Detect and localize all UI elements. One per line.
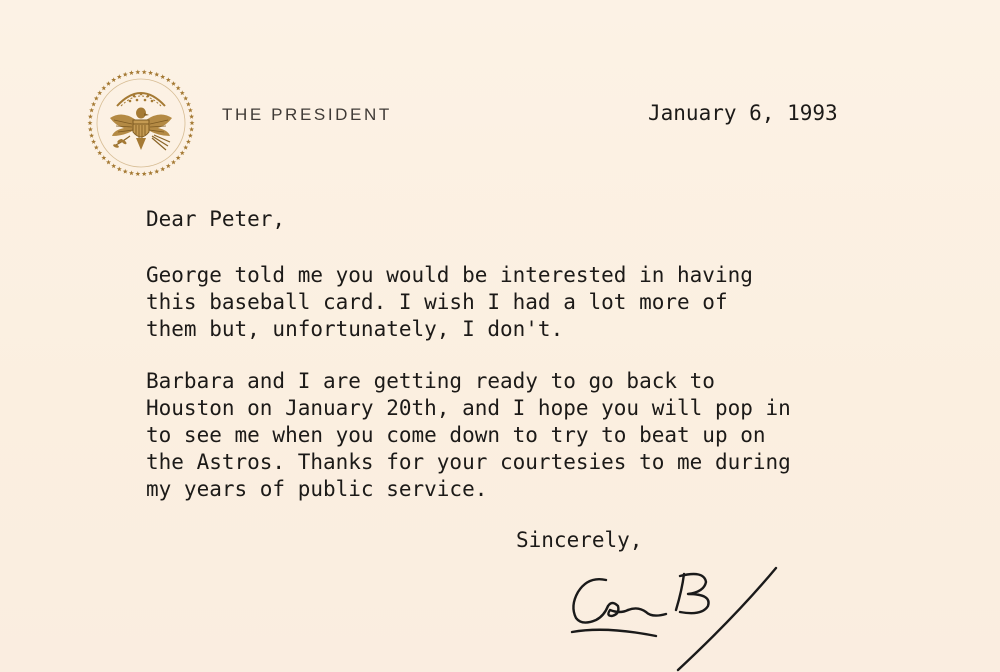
seal-star-icon	[166, 163, 171, 168]
closing: Sincerely,	[516, 528, 643, 552]
seal-star-icon	[186, 139, 191, 144]
seal-star-icon	[154, 169, 159, 174]
body-line: George told me you would be interested in having	[146, 263, 753, 287]
seal-star-icon	[171, 160, 176, 165]
letter-date: January 6, 1993	[648, 101, 838, 125]
seal-star-icon	[88, 120, 93, 125]
body-paragraph-2	[146, 368, 791, 503]
seal-star-icon	[142, 171, 147, 176]
seal-star-icon	[135, 171, 140, 176]
seal-star-icon	[129, 70, 134, 75]
seal-star-icon	[91, 139, 96, 144]
seal-star-icon	[180, 150, 185, 155]
seal-star-icon	[183, 96, 188, 101]
seal-star-icon	[171, 81, 176, 86]
body-line: to see me when you come down to try to beat up on	[146, 423, 766, 447]
seal-star-icon	[94, 96, 99, 101]
letterhead-title: THE PRESIDENT	[222, 105, 392, 124]
seal-star-icon	[101, 155, 106, 160]
seal-star-icon	[129, 171, 134, 176]
seal-star-icon	[111, 77, 116, 82]
seal-star-icon	[176, 155, 181, 160]
seal-star-icon	[176, 85, 181, 90]
seal-star-icon	[89, 133, 94, 138]
seal-star-icon	[135, 70, 140, 75]
body-line: this baseball card. I wish I had a lot more of	[146, 290, 728, 314]
salutation: Dear Peter,	[146, 207, 286, 231]
seal-star-icon	[111, 163, 116, 168]
seal-star-icon	[101, 85, 106, 90]
seal-star-icon	[166, 77, 171, 82]
seal-star-icon	[97, 90, 102, 95]
body-line: the Astros. Thanks for your courtesies to me during	[146, 450, 791, 474]
body-line: them but, unfortunately, I don't.	[146, 317, 564, 341]
seal-star-icon	[94, 145, 99, 150]
seal-star-icon	[188, 108, 193, 113]
seal-star-icon	[189, 127, 194, 132]
seal-star-icon	[188, 133, 193, 138]
seal-star-icon	[183, 145, 188, 150]
presidential-seal-icon	[84, 66, 198, 180]
seal-star-icon	[106, 81, 111, 86]
body-paragraph-1	[146, 262, 753, 343]
seal-star-icon	[117, 74, 122, 79]
seal-star-icon	[88, 127, 93, 132]
body-line: Barbara and I are getting ready to go back to	[146, 369, 715, 393]
seal-star-icon	[123, 169, 128, 174]
seal-star-icon	[160, 74, 165, 79]
body-line: Houston on January 20th, and I hope you will pop in	[146, 396, 791, 420]
seal-star-icon	[160, 167, 165, 172]
seal-star-icon	[89, 108, 94, 113]
seal-star-icon	[142, 70, 147, 75]
seal-star-icon	[154, 72, 159, 77]
seal-star-icon	[180, 90, 185, 95]
handwritten-signature-icon	[566, 566, 786, 672]
seal-star-icon	[148, 70, 153, 75]
seal-star-icon	[190, 120, 195, 125]
seal-star-icon	[189, 114, 194, 119]
seal-star-icon	[123, 72, 128, 77]
body-line: my years of public service.	[146, 477, 488, 501]
seal-star-icon	[88, 114, 93, 119]
seal-star-icon	[97, 150, 102, 155]
seal-star-icon	[91, 102, 96, 107]
seal-star-icon	[148, 171, 153, 176]
seal-star-icon	[186, 102, 191, 107]
seal-star-icon	[117, 167, 122, 172]
seal-star-icon	[106, 160, 111, 165]
